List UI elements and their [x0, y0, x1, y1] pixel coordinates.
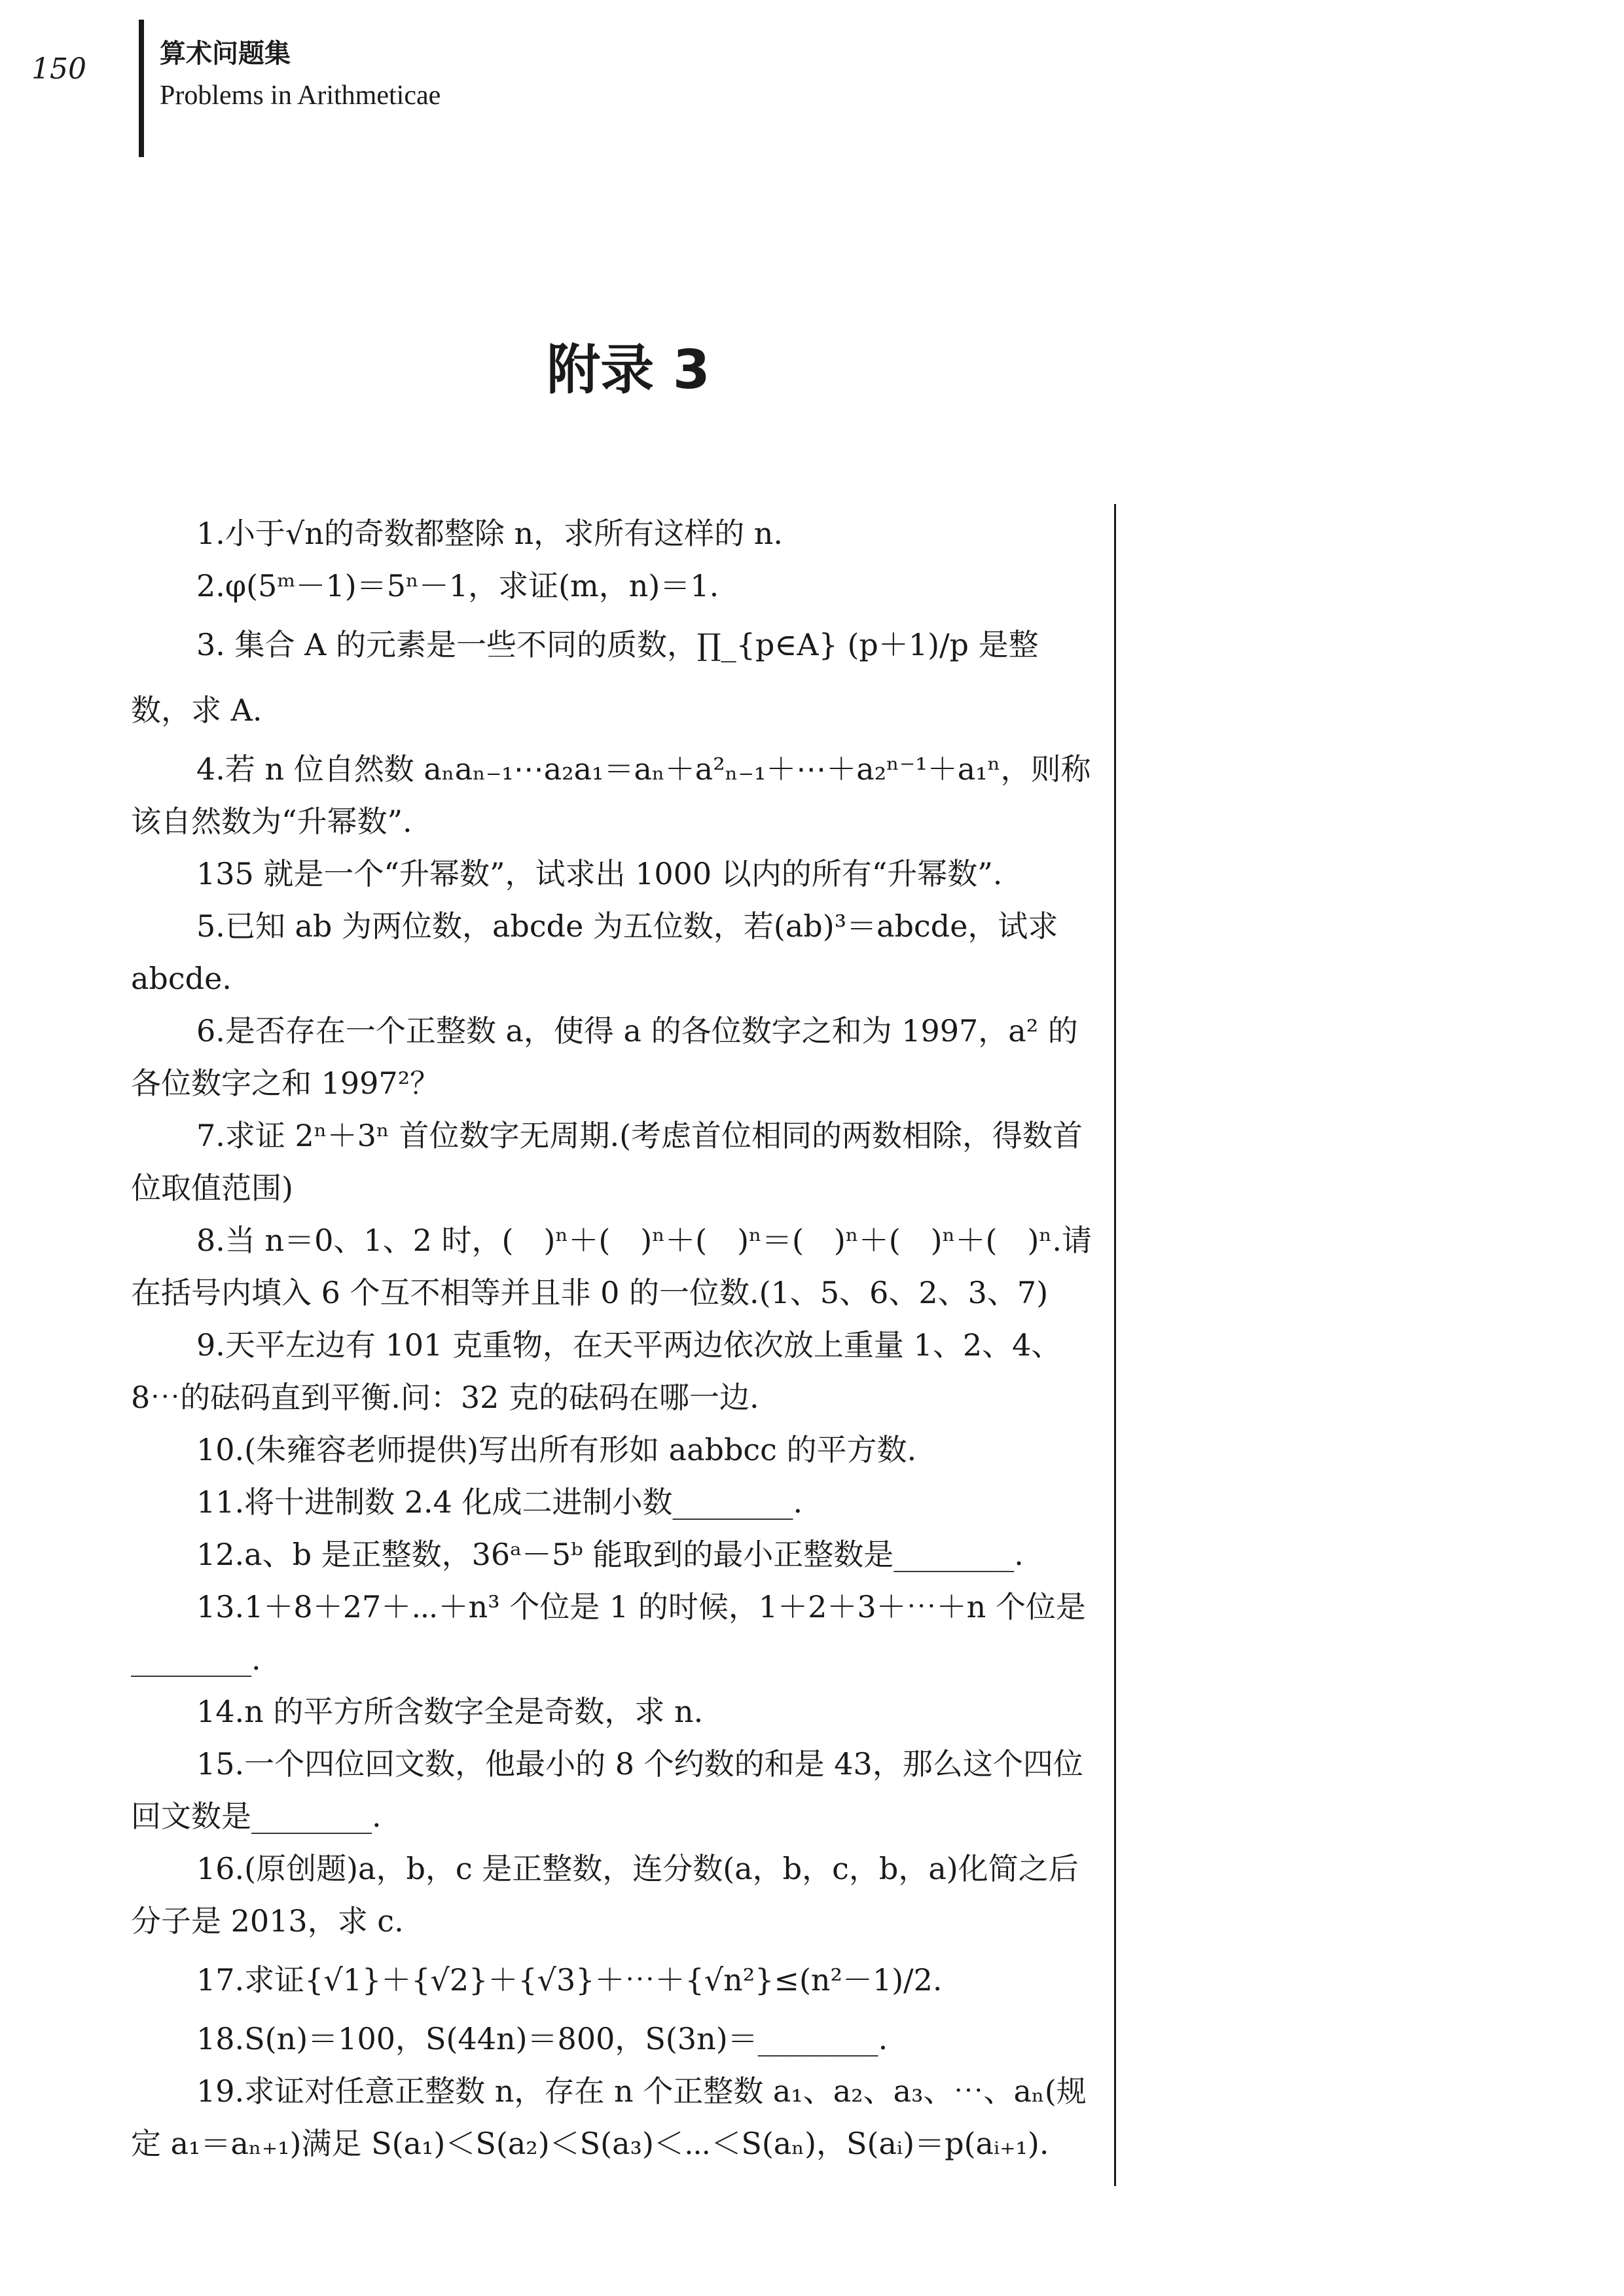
problem-list	[131, 507, 1096, 2170]
header-rule	[139, 20, 144, 157]
problem-4: 4.若 n 位自然数 aₙaₙ₋₁⋯a₂a₁＝aₙ＋a²ₙ₋₁＋⋯＋a₂ⁿ⁻¹＋a₁ⁿ，则称该自然数为“升幂数”.	[131, 751, 1091, 839]
problem-10: 10.(朱雍容老师提供)写出所有形如 aabbcc 的平方数.	[196, 1432, 917, 1467]
problem-2: 2.φ(5ᵐ－1)＝5ⁿ－1，求证(m，n)＝1.	[196, 568, 719, 603]
problem-11: 11.将十进制数 2.4 化成二进制小数________.	[196, 1484, 803, 1520]
problem-13: 13.1＋8＋27＋⋯＋n³ 个位是 1 的时候，1＋2＋3＋⋯＋n 个位是________.	[131, 1589, 1086, 1677]
appendix-title: 附录 3	[547, 339, 710, 401]
problem-16: 16.(原创题)a，b，c 是正整数，连分数(a，b，c，b，a)化简之后分子是 2013，求 c.	[131, 1851, 1079, 1939]
problem-8: 8.当 n＝0、1、2 时，( )ⁿ＋( )ⁿ＋( )ⁿ＝( )ⁿ＋( )ⁿ＋( )ⁿ.请在括号内填入 6 个互不相等并且非 0 的一位数.(1、5、6、2、3、7)	[131, 1223, 1092, 1310]
margin-rule	[1114, 504, 1116, 2186]
problem-3: 3. 集合 A 的元素是一些不同的质数，∏_{p∈A} (p＋1)/p 是整数，求 A.	[131, 627, 1039, 728]
problem-19: 19.求证对任意正整数 n，存在 n 个正整数 a₁、a₂、a₃、⋯、aₙ(规定 a₁＝aₙ₊₁)满足 S(a₁)＜S(a₂)＜S(a₃)＜⋯＜S(aₙ)，S(aᵢ)＝p(aᵢ₊₁).	[131, 2073, 1087, 2161]
book-title-english: Problems in Arithmeticae	[160, 81, 441, 111]
page-number: 150	[31, 52, 86, 86]
problem-14: 14.n 的平方所含数字全是奇数，求 n.	[196, 1694, 704, 1729]
book-title-chinese: 算术问题集	[160, 39, 291, 69]
problem-15: 15.一个四位回文数，他最小的 8 个约数的和是 43，那么这个四位回文数是________.	[131, 1746, 1083, 1834]
problem-18: 18.S(n)＝100，S(44n)＝800，S(3n)＝________.	[196, 2021, 888, 2056]
problem-6: 6.是否存在一个正整数 a，使得 a 的各位数字之和为 1997，a² 的各位数字之和 1997²？	[131, 1013, 1078, 1101]
problem-17: 17.求证{√1}＋{√2}＋{√3}＋⋯＋{√n²}≤(n²－1)/2.	[196, 1962, 943, 1998]
problem-4-note: 135 就是一个“升幂数”，试求出 1000 以内的所有“升幂数”.	[196, 856, 1003, 891]
problem-12: 12.a、b 是正整数，36ᵃ－5ᵇ 能取到的最小正整数是________.	[196, 1537, 1024, 1572]
problem-1: 1.小于√n的奇数都整除 n，求所有这样的 n.	[196, 516, 783, 551]
problem-5: 5.已知 ab 为两位数，abcde 为五位数，若(ab)³＝abcde，试求 abcde.	[131, 908, 1068, 996]
problem-9: 9.天平左边有 101 克重物，在天平两边依次放上重量 1、2、4、8⋯的砝码直到平衡.问：32 克的砝码在哪一边.	[131, 1327, 1062, 1415]
problem-7: 7.求证 2ⁿ＋3ⁿ 首位数字无周期.(考虑首位相同的两数相除，得数首位取值范围)	[131, 1118, 1083, 1206]
